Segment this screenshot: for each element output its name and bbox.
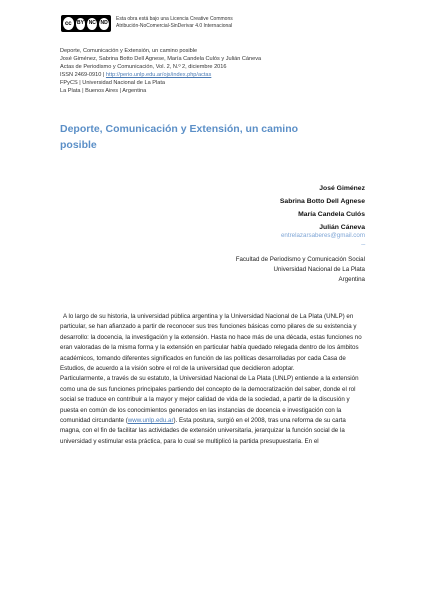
citation-authors: José Giménez, Sabrina Botto Dell Agnese, María Candela Culós y Julián Cáneva xyxy=(60,56,262,62)
article-title: Deporte, Comunicación y Extensión, un camino posible xyxy=(60,123,299,151)
license-text xyxy=(116,16,233,30)
contact-email-link[interactable]: entrelazarsaberes@gmail.com xyxy=(280,232,365,239)
paragraph-2-start: Particularmente, a través de su estatuto, la Universidad Nacional de La Plata (UNLP) entiende a la extensión como una de sus funciones principales partiendo del concepto de la democratización del saber, donde el rol social se traduce en contribuir a la mayor y mejor calidad de vida de la sociedad, a partir de la discusión y puesta en común de los conocimientos generados en las instancias de docencia e investigación con la comunidad circundante ( xyxy=(60,375,359,425)
license-line-2: Atribución-NoComercial-SinDerivar 4.0 Internacional xyxy=(116,23,233,29)
cc-icon: cc xyxy=(63,17,74,30)
citation-block xyxy=(60,47,380,95)
license-line-1: Esta obra está bajo una Licencia Creative Commons xyxy=(116,16,233,22)
by-icon: BY xyxy=(76,18,86,30)
citation-institution: FPyCS | Universidad Nacional de La Plata xyxy=(60,80,165,86)
citation-title: Deporte, Comunicación y Extensión, un camino posible xyxy=(60,48,198,54)
unlp-website-link[interactable]: www.unlp.edu.ar xyxy=(127,417,174,425)
paragraph-2-end: ). Esta postura, surgió en el 2008, tras una reforma de su carta magna, con el fin de facilitar las actividades de extensión universitaria, jerarquizar la función social de la universidad y estimular esta práctica, para lo cual se multiplicó la partida presupuestaria. En el xyxy=(60,417,346,445)
citation-journal: Actas de Periodismo y Comunicación, Vol. 2, N.º 2, diciembre 2016 xyxy=(60,64,227,70)
citation-location: La Plata | Buenos Aires | Argentina xyxy=(60,88,147,94)
creative-commons-badge[interactable] xyxy=(61,15,111,32)
affiliation-faculty: Facultad de Periodismo y Comunicación Social xyxy=(235,256,365,263)
affiliation-university: Universidad Nacional de La Plata xyxy=(273,266,365,273)
author-name: Julián Cáneva xyxy=(319,224,365,231)
author-name: María Candela Culós xyxy=(298,211,365,218)
journal-link[interactable]: http://perio.unlp.edu.ar/ojs/index.php/actas xyxy=(105,72,212,78)
body-paragraph-2 xyxy=(60,374,364,447)
nc-icon: NC xyxy=(87,18,97,30)
article-body xyxy=(60,312,364,447)
body-paragraph-1: A lo largo de su historia, la universidad pública argentina y la Universidad Nacional de La Plata (UNLP) en particular, se han afianzado a partir de reconocer sus tres funciones básicas como pilares de su existencia y desarrollo: la docencia, la investigación y la extensión. Hasta no hace más de una década, estas funciones no eran valoradas de la misma forma y la extensión en particular había quedado relegada dentro de los ámbitos académicos, tomando diferentes significados en función de las políticas desarrolladas por cada Casa de Estudios, de acuerdo a la visión sobre el rol de la universidad que decidieron adoptar. xyxy=(60,313,362,373)
author-name: Sabrina Botto Dell Agnese xyxy=(279,198,365,205)
nd-icon: ND xyxy=(99,18,109,30)
author-name: José Giménez xyxy=(319,185,365,192)
separator-dashes: --- xyxy=(361,242,365,248)
affiliation xyxy=(236,255,365,285)
affiliation-country: Argentina xyxy=(338,276,365,283)
author-list xyxy=(280,182,365,234)
citation-issn-row xyxy=(60,71,380,79)
citation-issn: ISSN 2469-0910 | xyxy=(60,72,106,78)
